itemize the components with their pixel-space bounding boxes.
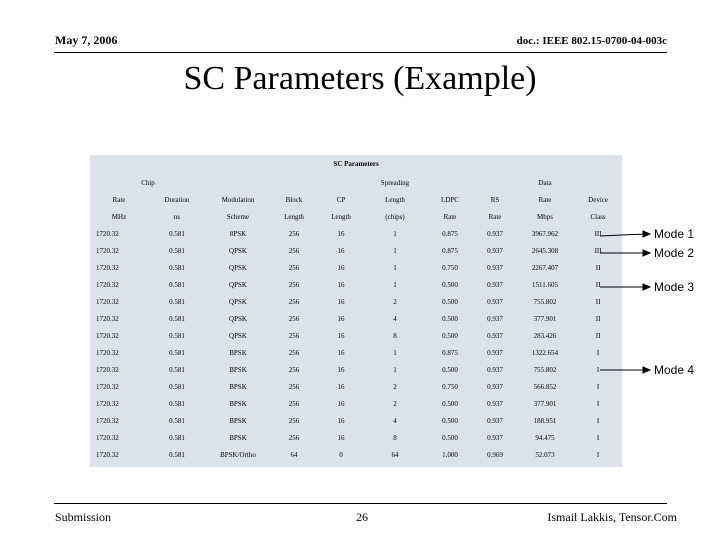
table-cell: 1 bbox=[393, 281, 397, 289]
table-cell: 16 bbox=[337, 332, 345, 340]
table-cell: III bbox=[594, 247, 602, 255]
table-cell: 0.875 bbox=[442, 247, 458, 255]
table-cell: 8PSK bbox=[229, 230, 247, 238]
table-cell: 1 bbox=[393, 230, 397, 238]
table-cell: 0.500 bbox=[442, 417, 458, 425]
column-unit-header: ns bbox=[173, 213, 181, 221]
table-cell: 1720.32 bbox=[96, 264, 119, 272]
table-cell: 0.500 bbox=[442, 434, 458, 442]
table-cell: I bbox=[596, 417, 600, 425]
table-cell: 1322.654 bbox=[531, 349, 559, 357]
table-cell: 4 bbox=[393, 315, 397, 323]
table-cell: 1720.32 bbox=[96, 451, 119, 459]
table-cell: 256 bbox=[288, 400, 300, 408]
table-cell: 1 bbox=[393, 264, 397, 272]
table-cell: 0.937 bbox=[487, 315, 503, 323]
table-cell: 8 bbox=[393, 332, 397, 340]
table-cell: 377.901 bbox=[533, 400, 557, 408]
table-cell: 283.426 bbox=[533, 332, 557, 340]
arrow-head-icon bbox=[643, 367, 650, 373]
table-cell: 16 bbox=[337, 434, 345, 442]
column-header: Device bbox=[588, 196, 608, 204]
table-cell: BPSK bbox=[229, 383, 247, 391]
table-cell: 256 bbox=[288, 264, 300, 272]
table-cell: 0.937 bbox=[487, 264, 503, 272]
table-cell: 0.937 bbox=[487, 298, 503, 306]
table-cell: 0.581 bbox=[169, 281, 185, 289]
table-cell: 0.937 bbox=[487, 434, 503, 442]
table-cell: 256 bbox=[288, 417, 300, 425]
table-cell: 0.937 bbox=[487, 247, 503, 255]
table-cell: 256 bbox=[288, 434, 300, 442]
column-unit-header: Rate bbox=[443, 213, 457, 221]
table-cell: 0.581 bbox=[169, 383, 185, 391]
table-cell: 0.581 bbox=[169, 332, 185, 340]
table-cell: I bbox=[596, 400, 600, 408]
table-cell: 0.937 bbox=[487, 349, 503, 357]
table-cell: 1720.32 bbox=[96, 298, 119, 306]
table-cell: I bbox=[596, 451, 600, 459]
table-cell: 1 bbox=[393, 247, 397, 255]
table-cell: 1720.32 bbox=[96, 417, 119, 425]
table-cell: 1720.32 bbox=[96, 349, 119, 357]
table-cell: 0.581 bbox=[169, 264, 185, 272]
table-cell: 256 bbox=[288, 315, 300, 323]
table-cell: 0.581 bbox=[169, 349, 185, 357]
mode-4-label: Mode 4 bbox=[654, 363, 695, 377]
column-header: Block bbox=[285, 196, 303, 204]
table-cell: QPSK bbox=[229, 247, 247, 255]
table-cell: 256 bbox=[288, 230, 300, 238]
table-cell: 64 bbox=[391, 451, 399, 459]
table-cell: QPSK bbox=[229, 298, 247, 306]
column-unit-header: (chips) bbox=[385, 213, 405, 221]
table-cell: BPSK bbox=[229, 349, 247, 357]
table-cell: 0.581 bbox=[169, 298, 185, 306]
table-cell: QPSK bbox=[229, 332, 247, 340]
column-unit-header: Length bbox=[284, 213, 304, 221]
group-spreading: Spreading bbox=[380, 178, 410, 187]
table-cell: II bbox=[595, 315, 601, 323]
table-cell: BPSK bbox=[229, 400, 247, 408]
table-cell: 64 bbox=[290, 451, 298, 459]
table-cell: 256 bbox=[288, 366, 300, 374]
table-cell: I bbox=[596, 349, 600, 357]
table-cell: 16 bbox=[337, 400, 345, 408]
arrow-head-icon bbox=[643, 231, 650, 237]
table-cell: 2 bbox=[393, 383, 397, 391]
table-cell: 1720.32 bbox=[96, 281, 119, 289]
table-cell: 3967.962 bbox=[531, 230, 559, 238]
table-cell: 1720.32 bbox=[96, 332, 119, 340]
table-cell: 0.581 bbox=[169, 417, 185, 425]
column-header: Duration bbox=[164, 196, 190, 204]
footer-divider bbox=[54, 503, 667, 504]
table-cell: 566.852 bbox=[533, 383, 557, 391]
table-cell: 2 bbox=[393, 298, 397, 306]
column-header: Rate bbox=[112, 196, 126, 204]
table-cell: 8 bbox=[393, 434, 397, 442]
table-cell: 0.581 bbox=[169, 400, 185, 408]
column-unit-header: Rate bbox=[488, 213, 502, 221]
table-cell: 0.581 bbox=[169, 366, 185, 374]
table-cell: 16 bbox=[337, 298, 345, 306]
table-cell: 2267.407 bbox=[531, 264, 559, 272]
column-header: LDPC bbox=[441, 196, 459, 204]
table-cell: 0.500 bbox=[442, 281, 458, 289]
table-cell: 0.875 bbox=[442, 230, 458, 238]
table-cell: I bbox=[596, 383, 600, 391]
column-unit-header: Scheme bbox=[226, 213, 250, 221]
table-cell: 16 bbox=[337, 230, 345, 238]
table-cell: 1511.605 bbox=[532, 281, 558, 289]
table-cell: 1720.32 bbox=[96, 247, 119, 255]
header-date: May 7, 2006 bbox=[55, 33, 118, 47]
page-number: 26 bbox=[356, 510, 368, 524]
table-cell: 1 bbox=[393, 349, 397, 357]
table-cell: 16 bbox=[337, 264, 345, 272]
table-cell: 1720.32 bbox=[96, 366, 119, 374]
table-cell: 0.875 bbox=[442, 349, 458, 357]
mode-1-label: Mode 1 bbox=[654, 227, 695, 241]
table-cell: BPSK/Ortho bbox=[220, 451, 256, 459]
table-cell: 0.581 bbox=[169, 451, 185, 459]
table-cell: 188.951 bbox=[533, 417, 557, 425]
table-cell: 377.901 bbox=[533, 315, 557, 323]
table-cell: 2 bbox=[393, 400, 397, 408]
table-cell: 256 bbox=[288, 349, 300, 357]
mode-3-label: Mode 3 bbox=[654, 280, 695, 294]
table-cell: BPSK bbox=[229, 417, 247, 425]
table-cell: II bbox=[595, 332, 601, 340]
table-cell: 0.937 bbox=[487, 400, 503, 408]
table-cell: BPSK bbox=[229, 434, 247, 442]
column-unit-header: Class bbox=[590, 213, 606, 221]
table-cell: 0.750 bbox=[442, 383, 458, 391]
table-cell: 1720.32 bbox=[96, 400, 119, 408]
table-cell: 16 bbox=[337, 383, 345, 391]
footer-submission: Submission bbox=[55, 510, 112, 524]
table-cell: QPSK bbox=[229, 281, 247, 289]
table-cell: 16 bbox=[337, 417, 345, 425]
footer-author: Ismail Lakkis, Tensor.Com bbox=[547, 510, 677, 524]
table-cell: 1 bbox=[393, 366, 397, 374]
table-title: SC Parameters bbox=[333, 160, 379, 168]
column-header: Modulation bbox=[221, 196, 255, 204]
table-cell: 0.581 bbox=[169, 247, 185, 255]
table-cell: 0.937 bbox=[487, 332, 503, 340]
table-cell: 16 bbox=[337, 247, 345, 255]
table-cell: 256 bbox=[288, 383, 300, 391]
table-cell: QPSK bbox=[229, 264, 247, 272]
table-cell: 16 bbox=[337, 349, 345, 357]
table-cell: 16 bbox=[337, 315, 345, 323]
table-cell: 755.802 bbox=[533, 298, 557, 306]
slide-title: SC Parameters (Example) bbox=[183, 60, 537, 97]
table-cell: 0.500 bbox=[442, 298, 458, 306]
table-cell: 0.500 bbox=[442, 400, 458, 408]
table-cell: 0.500 bbox=[442, 366, 458, 374]
table-cell: 0.937 bbox=[487, 230, 503, 238]
table-cell: 1720.32 bbox=[96, 315, 119, 323]
column-header: RS bbox=[490, 196, 500, 204]
table-cell: 0.969 bbox=[487, 451, 503, 459]
table-cell: II bbox=[595, 264, 601, 272]
table-cell: 1720.32 bbox=[96, 383, 119, 391]
table-cell: 52.073 bbox=[535, 451, 555, 459]
table-cell: 256 bbox=[288, 332, 300, 340]
arrow-head-icon bbox=[643, 250, 650, 256]
table-cell: 0.937 bbox=[487, 383, 503, 391]
table-cell: 0.937 bbox=[487, 417, 503, 425]
table-cell: 1720.32 bbox=[96, 434, 119, 442]
table-cell: 0.937 bbox=[487, 281, 503, 289]
table-cell: 0.500 bbox=[442, 315, 458, 323]
table-cell: 755.802 bbox=[533, 366, 557, 374]
table-cell: QPSK bbox=[229, 315, 247, 323]
table-cell: 0.500 bbox=[442, 332, 458, 340]
table-cell: III bbox=[594, 230, 602, 238]
table-cell: 0.581 bbox=[169, 315, 185, 323]
group-data: Data bbox=[538, 178, 552, 187]
table-cell: 1720.32 bbox=[96, 230, 119, 238]
table-cell: 256 bbox=[288, 298, 300, 306]
table-cell: 0 bbox=[339, 451, 343, 459]
table-cell: 4 bbox=[393, 417, 397, 425]
mode-2-label: Mode 2 bbox=[654, 246, 695, 260]
column-unit-header: Mbps bbox=[537, 213, 553, 221]
table-cell: I bbox=[596, 434, 600, 442]
table-cell: II bbox=[595, 298, 601, 306]
table-cell: I bbox=[596, 366, 600, 374]
column-header: Length bbox=[385, 196, 405, 204]
table-cell: 0.750 bbox=[442, 264, 458, 272]
table-cell: II bbox=[595, 281, 601, 289]
column-header: Rate bbox=[538, 196, 552, 204]
column-unit-header: Length bbox=[331, 213, 351, 221]
table-cell: 1.000 bbox=[442, 451, 458, 459]
header-doc-id: doc.: IEEE 802.15-0700-04-003c bbox=[516, 35, 667, 47]
table-cell: 94.475 bbox=[535, 434, 555, 442]
column-unit-header: MHz bbox=[111, 213, 127, 221]
table-cell: 256 bbox=[288, 247, 300, 255]
table-cell: 256 bbox=[288, 281, 300, 289]
table-cell: BPSK bbox=[229, 366, 247, 374]
table-cell: 0.581 bbox=[169, 230, 185, 238]
group-chip: Chip bbox=[141, 178, 155, 187]
table-cell: 16 bbox=[337, 366, 345, 374]
arrow-mode-1 bbox=[600, 234, 646, 236]
table-cell: 16 bbox=[337, 281, 345, 289]
table-cell: 2645.308 bbox=[531, 247, 559, 255]
table-cell: 0.581 bbox=[169, 434, 185, 442]
arrow-head-icon bbox=[643, 284, 650, 290]
table-cell: 0.937 bbox=[487, 366, 503, 374]
column-header: CP bbox=[336, 196, 346, 204]
